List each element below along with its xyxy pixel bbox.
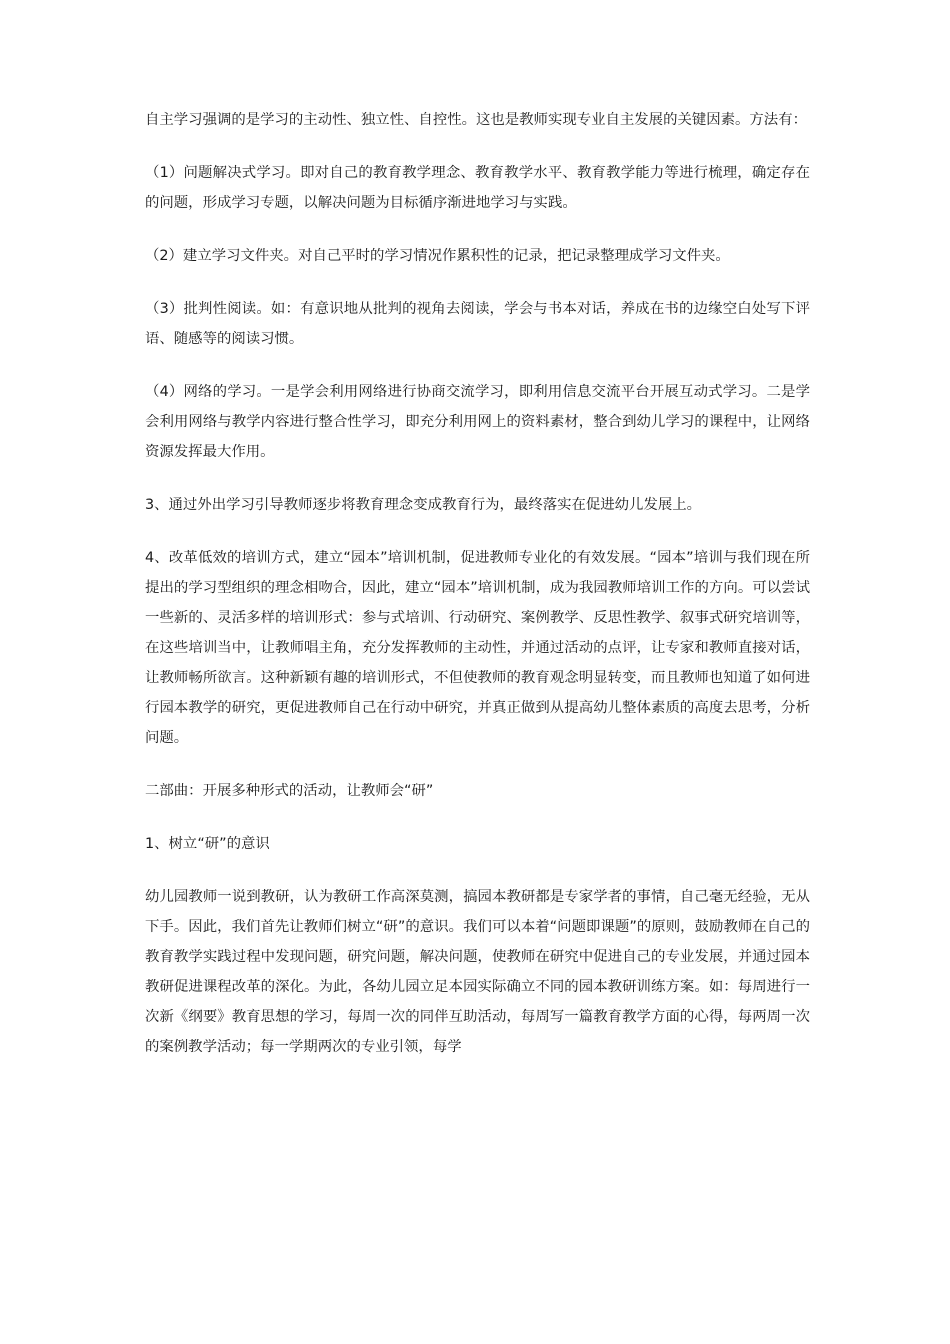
paragraph-critical-reading: （3）批判性阅读。如：有意识地从批判的视角去阅读，学会与书本对话，养成在书的边缘空白处写下评语、随感等的阅读习惯。: [145, 301, 810, 347]
subheading-research-awareness: 1、树立“研”的意识: [145, 836, 270, 852]
paragraph-self-study-intro: 自主学习强调的是学习的主动性、独立性、自控性。这也是教师实现专业自主发展的关键因素。方法有：: [145, 112, 807, 128]
section-heading-part-two: 二部曲：开展多种形式的活动，让教师会“研”: [145, 783, 434, 799]
paragraph-problem-solving-study: （1）问题解决式学习。即对自己的教育教学理念、教育教学水平、教育教学能力等进行梳理，确定存在的问题，形成学习专题，以解决问题为目标循序渐进地学习与实践。: [145, 165, 810, 211]
document-body: [145, 105, 810, 1085]
paragraph-network-study: （4）网络的学习。一是学会利用网络进行协商交流学习，即利用信息交流平台开展互动式学习。二是学会利用网络与教学内容进行整合性学习，即充分利用网上的资料素材，整合到幼儿学习的课程中，让网络资源发挥最大作用。: [145, 384, 810, 460]
paragraph-research-awareness: 幼儿园教师一说到教研，认为教研工作高深莫测，搞园本教研都是专家学者的事情，自己毫无经验，无从下手。因此，我们首先让教师们树立“研”的意识。我们可以本着“问题即课题”的原则，鼓励教师在自己的教育教学实践过程中发现问题，研究问题，解决问题，使教师在研究中促进自己的专业发展，并通过园本教研促进课程改革的深化。为此，各幼儿园立足本园实际确立不同的园本教研训练方案。如：每周进行一次新《纲要》教育思想的学习，每周一次的同伴互助活动，每周写一篇教育教学方面的心得，每两周一次的案例教学活动；每一学期两次的专业引领，每学: [145, 889, 810, 1055]
paragraph-outside-study: 3、通过外出学习引导教师逐步将教育理念变成教育行为，最终落实在促进幼儿发展上。: [145, 497, 702, 513]
paragraph-training-reform: 4、改革低效的培训方式，建立“园本”培训机制，促进教师专业化的有效发展。“园本”培训与我们现在所提出的学习型组织的理念相吻合，因此，建立“园本”培训机制，成为我园教师培训工作的方向。可以尝试一些新的、灵活多样的培训形式：参与式培训、行动研究、案例教学、反思性教学、叙事式研究培训等，在这些培训当中，让教师唱主角，充分发挥教师的主动性，并通过活动的点评，让专家和教师直接对话，让教师畅所欲言。这种新颖有趣的培训形式，不但使教师的教育观念明显转变，而且教师也知道了如何进行园本教学的研究，更促进教师自己在行动中研究，并真正做到从提高幼儿整体素质的高度去思考，分析问题。: [145, 550, 810, 746]
paragraph-study-folder: （2）建立学习文件夹。对自己平时的学习情况作累积性的记录，把记录整理成学习文件夹。: [145, 248, 730, 264]
